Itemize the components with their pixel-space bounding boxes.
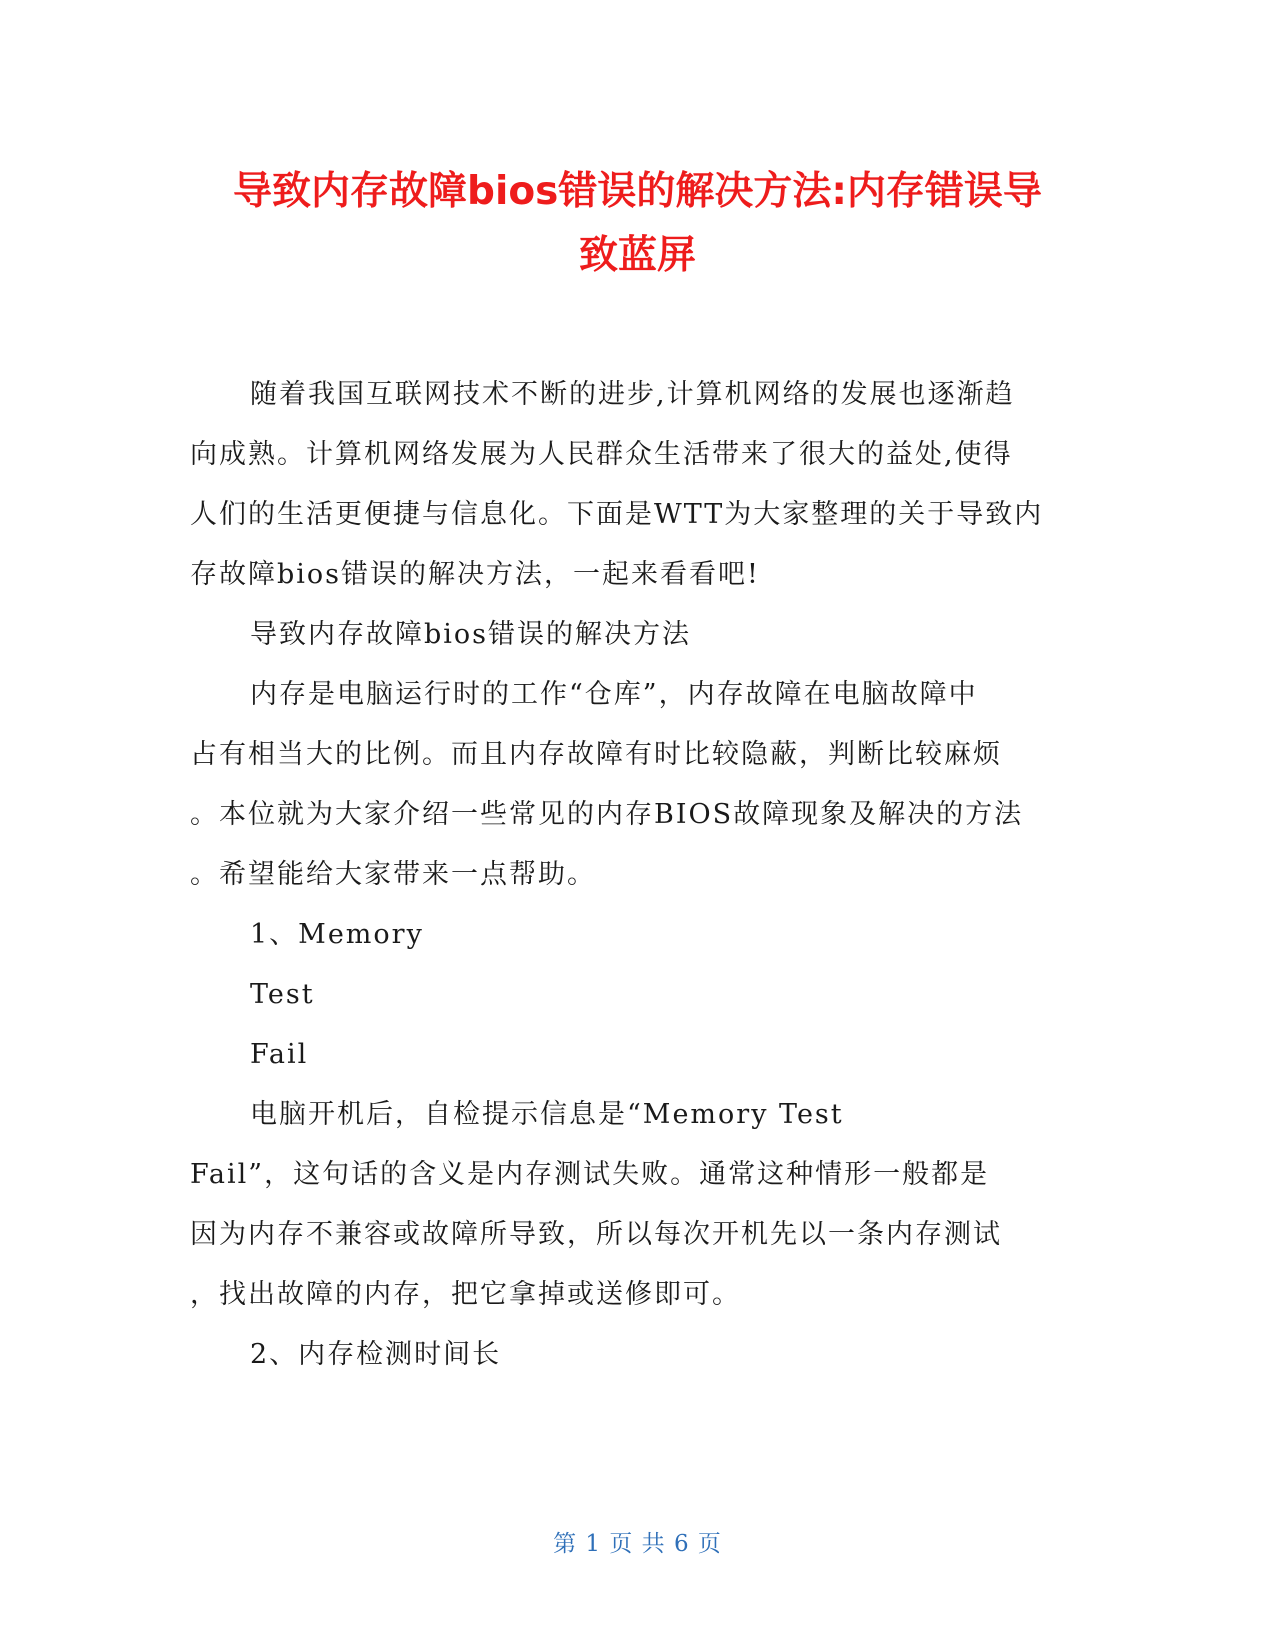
paragraph-overview-line: 。本位就为大家介绍一些常见的内存BIOS故障现象及解决的方法: [190, 799, 1024, 830]
paragraph-memory-test-line: ，找出故障的内存，把它拿掉或送修即可。: [190, 1279, 741, 1310]
section-heading: 导致内存故障bios错误的解决方法: [250, 619, 692, 650]
paragraph-memory-test-line: Fail”，这句话的含义是内存测试失败。通常这种情形一般都是: [190, 1159, 990, 1190]
list-item-heading: Fail: [250, 1039, 309, 1070]
paragraph-memory-test-line: 因为内存不兼容或故障所导致，所以每次开机先以一条内存测试: [190, 1219, 1002, 1250]
paragraph-overview-line: 。希望能给大家带来一点帮助。: [190, 859, 596, 890]
paragraph-intro-line: 向成熟。计算机网络发展为人民群众生活带来了很大的益处,使得: [190, 439, 1013, 470]
paragraph-intro-line: 人们的生活更便捷与信息化。下面是WTT为大家整理的关于导致内: [190, 499, 1044, 530]
paragraph-overview-line: 内存是电脑运行时的工作“仓库”，内存故障在电脑故障中: [250, 679, 978, 710]
document-title: [170, 160, 1105, 288]
document-title-line-1: 导致内存故障bios错误的解决方法:内存错误导: [233, 169, 1042, 214]
paragraph-intro-line: 随着我国互联网技术不断的进步,计算机网络的发展也逐渐趋: [250, 379, 1015, 410]
paragraph-overview-line: 占有相当大的比例。而且内存故障有时比较隐蔽，判断比较麻烦: [190, 739, 1002, 770]
document-title-line-2: 致蓝屏: [578, 233, 696, 278]
page-number-footer: 第 1 页 共 6 页: [553, 1531, 722, 1557]
list-item-heading: 1、Memory: [250, 919, 424, 950]
list-item-heading: 2、内存检测时间长: [250, 1339, 502, 1370]
paragraph-memory-test-line: 电脑开机后，自检提示信息是“Memory Test: [250, 1099, 844, 1130]
list-item-heading: Test: [250, 979, 315, 1010]
paragraph-intro-line: 存故障bios错误的解决方法，一起来看看吧!: [190, 559, 760, 590]
document-body: [190, 365, 1090, 1385]
